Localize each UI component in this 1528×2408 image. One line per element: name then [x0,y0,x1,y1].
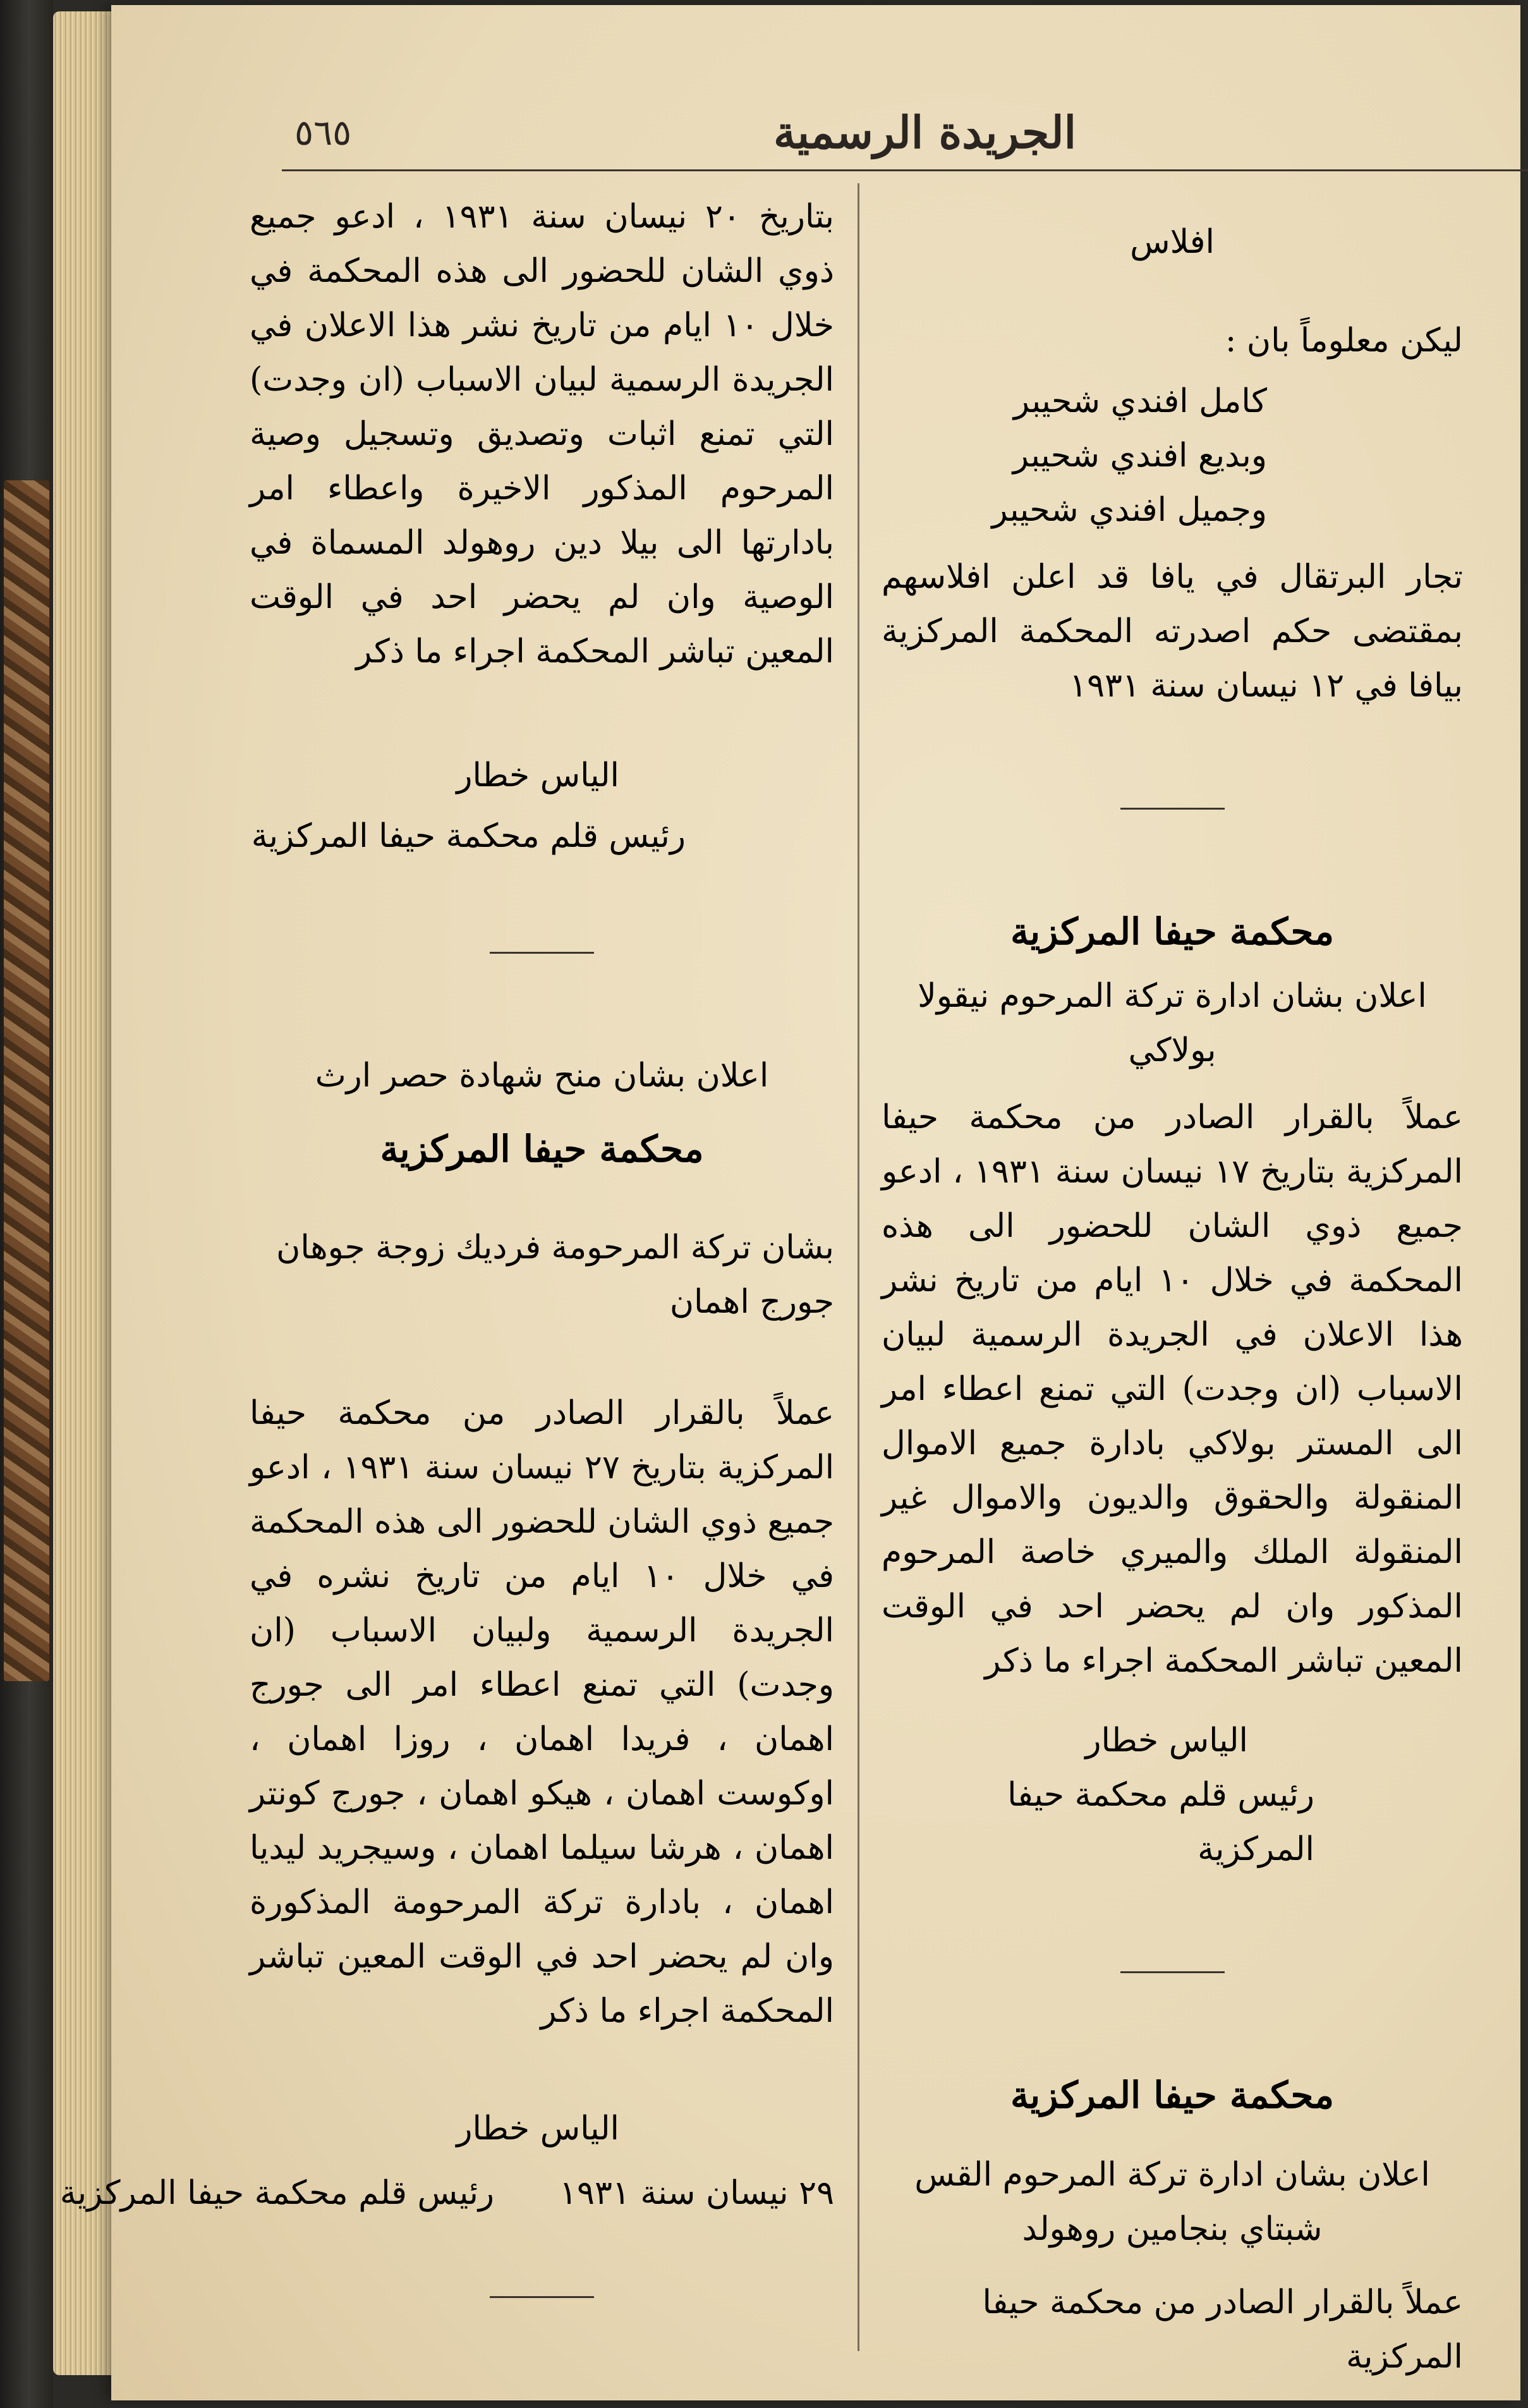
notice-title-line2: شبتاي بنجامين روهولد [1022,2210,1323,2248]
column-divider [858,183,859,2351]
signatory-name: الياس خطار [456,2110,619,2148]
journal-title: الجريدة الرسمية [773,106,1077,159]
signatory-title: رئيس قلم محكمة حيفا المركزية [59,2174,495,2212]
notice-date: ٢٩ نيسان سنة ١٩٣١ [559,2174,834,2212]
court-heading: محكمة حيفا المركزية [1010,910,1335,953]
signatory-title: رئيس قلم محكمة حيفا المركزية [251,817,686,855]
section-rule [1120,1971,1225,1973]
continuation-body: بتاريخ ٢٠ نيسان سنة ١٩٣١ ، ادعو جميع ذوي الشان للحضور الى هذه المحكمة في خلال ١٠ ايام من تاريخ نشر هذا الاعلان في الجريدة الرسمية لبيان الاسباب (ان وجدت) التي تمنع اثبات وتصديق وتسجيل وصية المرحوم المذكور الاخيرة واعطاء امر بادارتها الى بيلا دين روهولد المسماة في الوصية وان لم يحضر احد في الوقت المعين تباشر المحكمة اجراء ما ذكر [250,198,835,671]
date-and-title [59,2166,834,2220]
notice-title: اعلان بشان ادارة تركة المرحوم نيقولا بولاكي [918,977,1427,1069]
bankruptcy-body: تجار البرتقال في يافا قد اعلن افلاسهم بمقتضى حكم اصدرته المحكمة المركزية بيافا في ١٢ نيسان سنة ١٩٣١ [882,558,1463,705]
bankrupt-name: وبديع افندي شحيبر [1012,437,1267,475]
right-column [882,202,1463,2384]
section-rule [490,2296,594,2298]
signatory-name: الياس خطار [456,757,619,794]
bankrupt-names [882,374,1463,537]
bankruptcy-intro: ليكن معلوماً بان : [1225,322,1463,360]
bankrupt-name: كامل افندي شحيبر [1013,382,1267,420]
section-rule [1120,808,1225,810]
notice-body: عملاً بالقرار الصادر من محكمة حيفا المركزية بتاريخ ١٧ نيسان سنة ١٩٣١ ، ادعو جميع ذوي الشان للحضور الى هذه المحكمة في خلال ١٠ ايام من تاريخ نشر هذا الاعلان في الجريدة الرسمية لبيان الاسباب (ان وجدت) التي تمنع اعطاء امر الى المستر بولاكي بادارة جميع الاموال المنقولة والحقوق والديون والاموال غير المنقولة الملك والميري خاصة المرحوم المذكور وان لم يحضر احد في الوقت المعين تباشر المحكمة اجراء ما ذكر [882,1098,1464,1680]
left-column [59,190,835,2298]
notice-body: عملاً بالقرار الصادر من محكمة حيفا المركزية [982,2283,1463,2376]
bankrupt-name: وجميل افندي شحيبر [991,491,1267,529]
notice-title: اعلان بشان منح شهادة حصر ارث [315,1057,769,1095]
page-number: ٥٦٥ [294,112,352,154]
notice-body: عملاً بالقرار الصادر من محكمة حيفا المركزية بتاريخ ٢٧ نيسان سنة ١٩٣١ ، ادعو جميع ذوي الشان للحضور الى هذه المحكمة في خلال ١٠ ايام من تاريخ نشره في الجريدة الرسمية ولبيان الاسباب (ان وجدت) التي تمنع اعطاء امر الى جورج اهمان ، فريدا اهمان ، روزا اهمان ، اوكوست اهمان ، هيكو اهمان ، جورج كونتر اهمان ، هرشا سيلما اهمان ، وسيجريد ليديا اهمان ، بادارة تركة المرحومة المذكورة وان لم يحضر احد في الوقت المعين تباشر المحكمة اجراء ما ذكر [250,1394,835,2030]
court-heading: محكمة حيفا المركزية [1010,2074,1335,2117]
bankruptcy-heading: افلاس [1130,223,1215,261]
signatory-name: الياس خطار [1085,1722,1248,1760]
marbled-binding [4,480,49,1681]
court-heading: محكمة حيفا المركزية [380,1128,704,1171]
section-rule [490,952,594,954]
notice-title: اعلان بشان ادارة تركة المرحوم القس [914,2156,1430,2194]
signatory-title: رئيس قلم محكمة حيفا المركزية [1007,1776,1314,1868]
estate-subject: بشان تركة المرحومة فرديك زوجة جوهان جورج اهمان [276,1229,834,1321]
page-header [282,100,1528,171]
